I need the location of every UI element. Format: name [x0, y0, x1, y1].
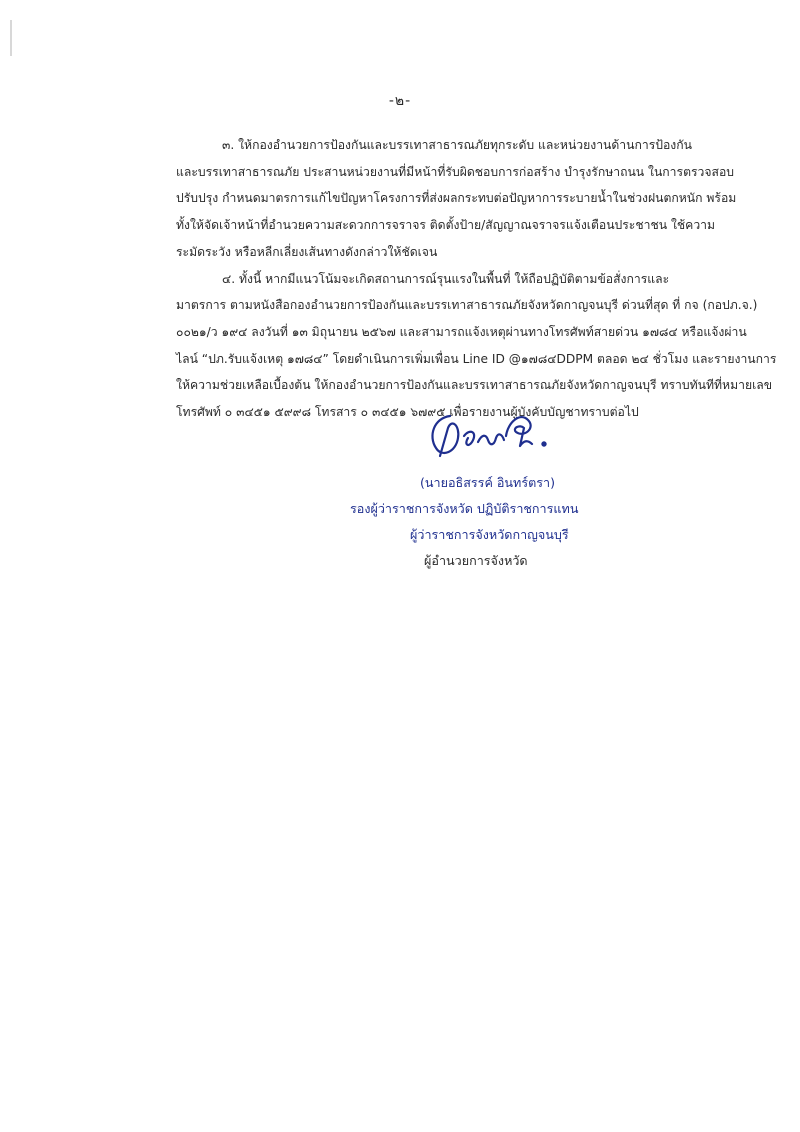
- paragraph-3-line: และบรรเทาสาธารณภัย ประสานหน่วยงานที่มีหน้าที่รับผิดชอบการก่อสร้าง บำรุงรักษาถนน ในการตรวจสอบ: [176, 164, 735, 179]
- paragraph-4-line: โทรศัพท์ ๐ ๓๔๕๑ ๕๙๙๘ โทรสาร ๐ ๓๔๕๑ ๖๗๙๕ เพื่อรายงานผู้บังคับบัญชาทราบต่อไป: [176, 405, 639, 420]
- handwritten-signature: [420, 398, 560, 468]
- signer-position: รองผู้ว่าราชการจังหวัด ปฏิบัติราชการแทน: [350, 501, 579, 516]
- signer-name: (นายอธิสรรค์ อินทร์ตรา): [420, 475, 556, 490]
- paragraph-4-line: ๔. ทั้งนี้ หากมีแนวโน้มจะเกิดสถานการณ์รุนแรงในพื้นที่ ให้ถือปฏิบัติตามข้อสั่งการและ: [222, 271, 670, 286]
- signer-block: [350, 470, 650, 574]
- paragraph-3: [176, 132, 738, 266]
- page-number: -๒-: [388, 93, 412, 109]
- paragraph-4-line: ให้ความช่วยเหลือเบื้องต้น ให้กองอำนวยการป้องกันและบรรเทาสาธารณภัยจังหวัดกาญจนบุรี ทราบทันทีที่หมายเลข: [176, 378, 773, 393]
- signer-position: ผู้อำนวยการจังหวัด: [424, 553, 528, 568]
- document-body: [176, 132, 777, 426]
- signer-position: ผู้ว่าราชการจังหวัดกาญจนบุรี: [410, 527, 569, 542]
- scan-edge-mark: [10, 20, 12, 56]
- paragraph-3-line: ปรับปรุง กำหนดมาตรการแก้ไขปัญหาโครงการที่ส่งผลกระทบต่อปัญหาการระบายน้ำในช่วงฝนตกหนัก พร้อม: [176, 191, 737, 206]
- paragraph-4-line: ๐๐๒๑/ว ๑๙๔ ลงวันที่ ๑๓ มิถุนายน ๒๕๖๗ และสามารถแจ้งเหตุผ่านทางโทรศัพท์สายด่วน ๑๗๘๔ หรือแจ้งผ่าน: [176, 324, 747, 339]
- paragraph-4-line: ไลน์ “ปภ.รับแจ้งเหตุ ๑๗๘๔” โดยดำเนินการเพิ่มเพื่อน Line ID @๑๗๘๔DDPM ตลอด ๒๔ ชั่วโมง และรายงานการ: [176, 351, 777, 366]
- paragraph-3-line: ทั้งให้จัดเจ้าหน้าที่อำนวยความสะดวกการจราจร ติดตั้งป้าย/สัญญาณจราจรแจ้งเตือนประชาชน ใช้ความ: [176, 218, 716, 233]
- paragraph-3-line: ๓. ให้กองอำนวยการป้องกันและบรรเทาสาธารณภัยทุกระดับ และหน่วยงานด้านการป้องกัน: [222, 138, 692, 152]
- paragraph-3-line: ระมัดระวัง หรือหลีกเลี่ยงเส้นทางดังกล่าวให้ชัดเจน: [176, 244, 438, 259]
- paragraph-4-line: มาตรการ ตามหนังสือกองอำนวยการป้องกันและบรรเทาสาธารณภัยจังหวัดกาญจนบุรี ด่วนที่สุด ที่ กจ (กอปภ.จ.): [176, 298, 758, 313]
